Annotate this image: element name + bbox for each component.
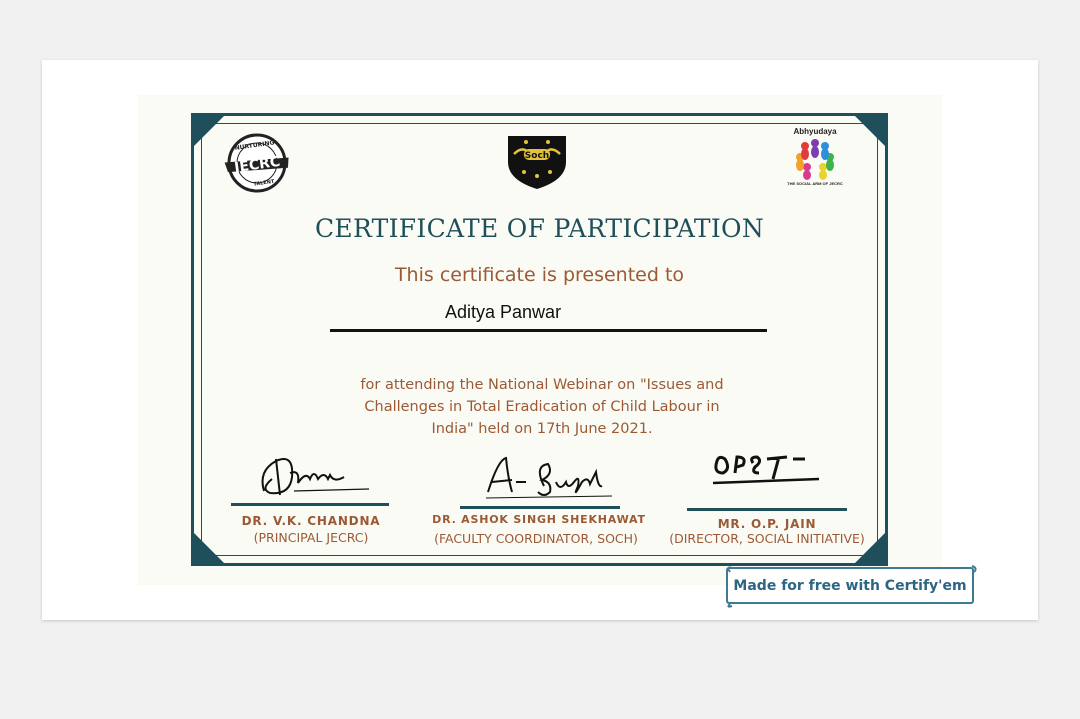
certificate-title: CERTIFICATE OF PARTICIPATION	[314, 214, 765, 243]
signature-shekhawat	[482, 452, 617, 504]
svg-text:TALENT: TALENT	[253, 178, 275, 188]
signature-line-shekhawat	[460, 506, 620, 509]
signature-line-chandna	[231, 503, 389, 506]
signatory-name-shekhawat: DR. ASHOK SINGH SHEKHAWAT	[432, 513, 646, 526]
body-line: for attending the National Webinar on "Issues and	[360, 377, 724, 393]
corner-ornament-bottom-left	[194, 533, 224, 563]
signatory-role-chandna: (PRINCIPAL JECRC)	[253, 530, 369, 545]
svg-text:Soch: Soch	[524, 151, 550, 161]
corner-ornament-top-right	[855, 116, 885, 146]
signature-chandna	[254, 449, 374, 504]
abhyudaya-logo-subtitle: THE SOCIAL ARM OF JECRC	[787, 181, 843, 186]
recipient-name: Aditya Panwar	[445, 302, 562, 322]
signatory-role-jain: (DIRECTOR, SOCIAL INITIATIVE)	[669, 531, 865, 546]
signatory-name-chandna: DR. V.K. CHANDNA	[241, 514, 381, 528]
certificate	[191, 113, 888, 566]
svg-text:JECRC: JECRC	[233, 153, 282, 177]
badge-curl-icon	[722, 562, 980, 610]
soch-logo	[502, 132, 572, 190]
abhyudaya-logo	[780, 124, 850, 194]
svg-text:NURTURING: NURTURING	[234, 139, 275, 152]
signature-jain	[709, 449, 824, 494]
body-line: India" held on 17th June 2021.	[431, 421, 653, 437]
presented-text: This certificate is presented to	[394, 264, 685, 286]
signature-line-jain	[687, 508, 847, 511]
jecrc-logo	[221, 132, 293, 194]
signatory-name-jain: MR. O.P. JAIN	[717, 517, 817, 531]
recipient-underline	[330, 329, 767, 332]
certificate-body	[332, 374, 752, 440]
abhyudaya-logo-title: Abhyudaya	[793, 127, 837, 136]
body-line: Challenges in Total Eradication of Child Labour in	[364, 399, 720, 415]
certifyem-badge-text: Made for free with Certify'em	[733, 578, 967, 594]
signatory-role-shekhawat: (FACULTY COORDINATOR, SOCH)	[434, 531, 638, 546]
corner-ornament-top-left	[194, 116, 224, 146]
